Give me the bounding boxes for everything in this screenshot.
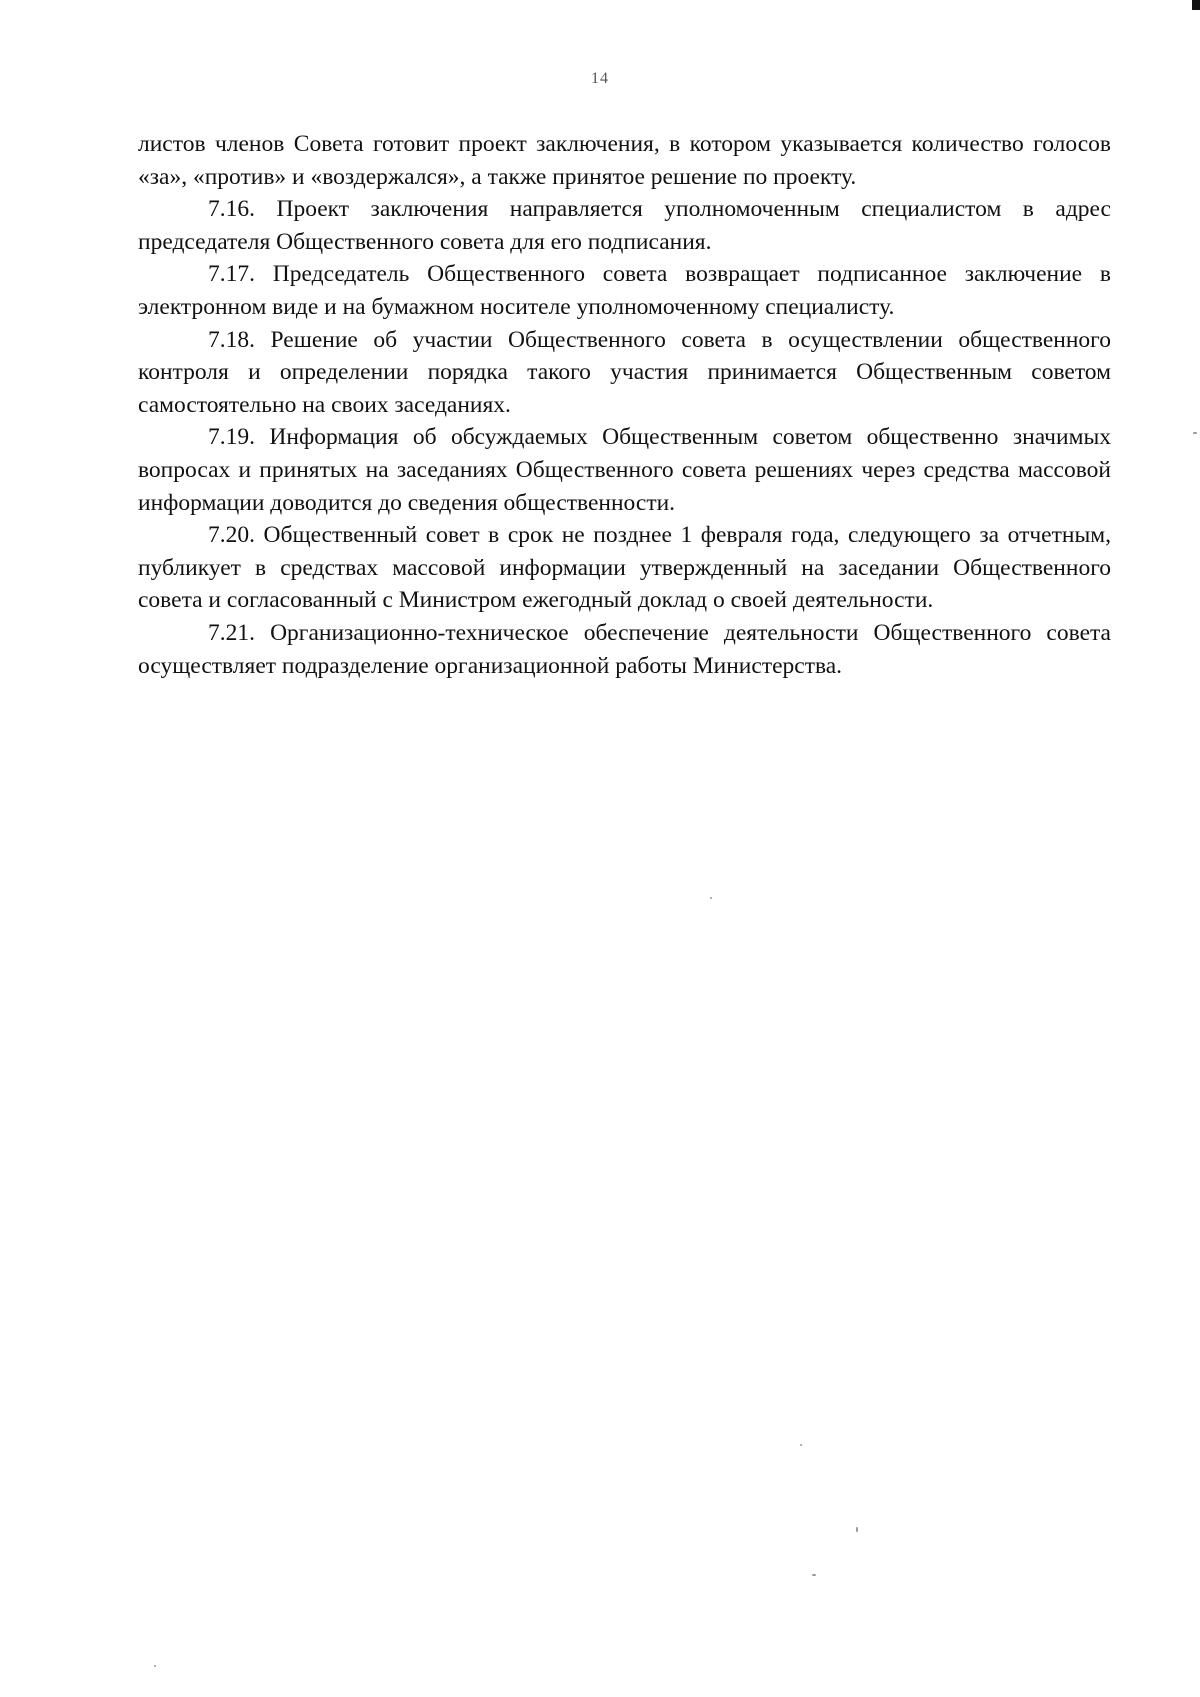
- document-body: [138, 128, 1111, 682]
- scan-speck: [800, 1444, 802, 1446]
- scan-speck: [856, 1527, 858, 1532]
- paragraph-7-18: 7.18. Решение об участии Общественного совета в осуществлении общественного контроля и определении порядка такого участия принимается Общественным советом самостоятельно на своих заседаниях.: [138, 326, 1111, 418]
- scan-corner-mark: [1192, 0, 1200, 10]
- paragraph-7-20: 7.20. Общественный совет в срок не позднее 1 февраля года, следующего за отчетным, публикует в средствах массовой информации утвержденный на заседании Общественного совета и согласованный с Министром ежегодный доклад о своей деятельности.: [138, 522, 1111, 614]
- paragraph-7-17: 7.17. Председатель Общественного совета возвращает подписанное заключение в электронном виде и на бумажном носителе уполномоченному специалисту.: [138, 261, 1111, 320]
- paragraph-7-16: 7.16. Проект заключения направляется уполномоченным специалистом в адрес председателя Общественного совета для его подписания.: [138, 196, 1111, 255]
- paragraph-7-19: 7.19. Информация об обсуждаемых Общественным советом общественно значимых вопросах и принятых на заседаниях Общественного совета решениях через средства массовой информации доводится до сведения общественности.: [138, 424, 1111, 516]
- scan-speck: [812, 1574, 816, 1576]
- scan-speck: [710, 897, 712, 899]
- page-number: 14: [591, 70, 609, 87]
- paragraph-continuation: листов членов Совета готовит проект заключения, в котором указывается количество голосов «за», «против» и «воздержался», а также принятое решение по проекту.: [138, 131, 1111, 190]
- paragraph-7-21: 7.21. Организационно-техническое обеспечение деятельности Общественного совета осуществляет подразделение организационной работы Министерства.: [138, 619, 1111, 679]
- scan-speck: [1193, 432, 1197, 434]
- scan-speck: [154, 1665, 156, 1667]
